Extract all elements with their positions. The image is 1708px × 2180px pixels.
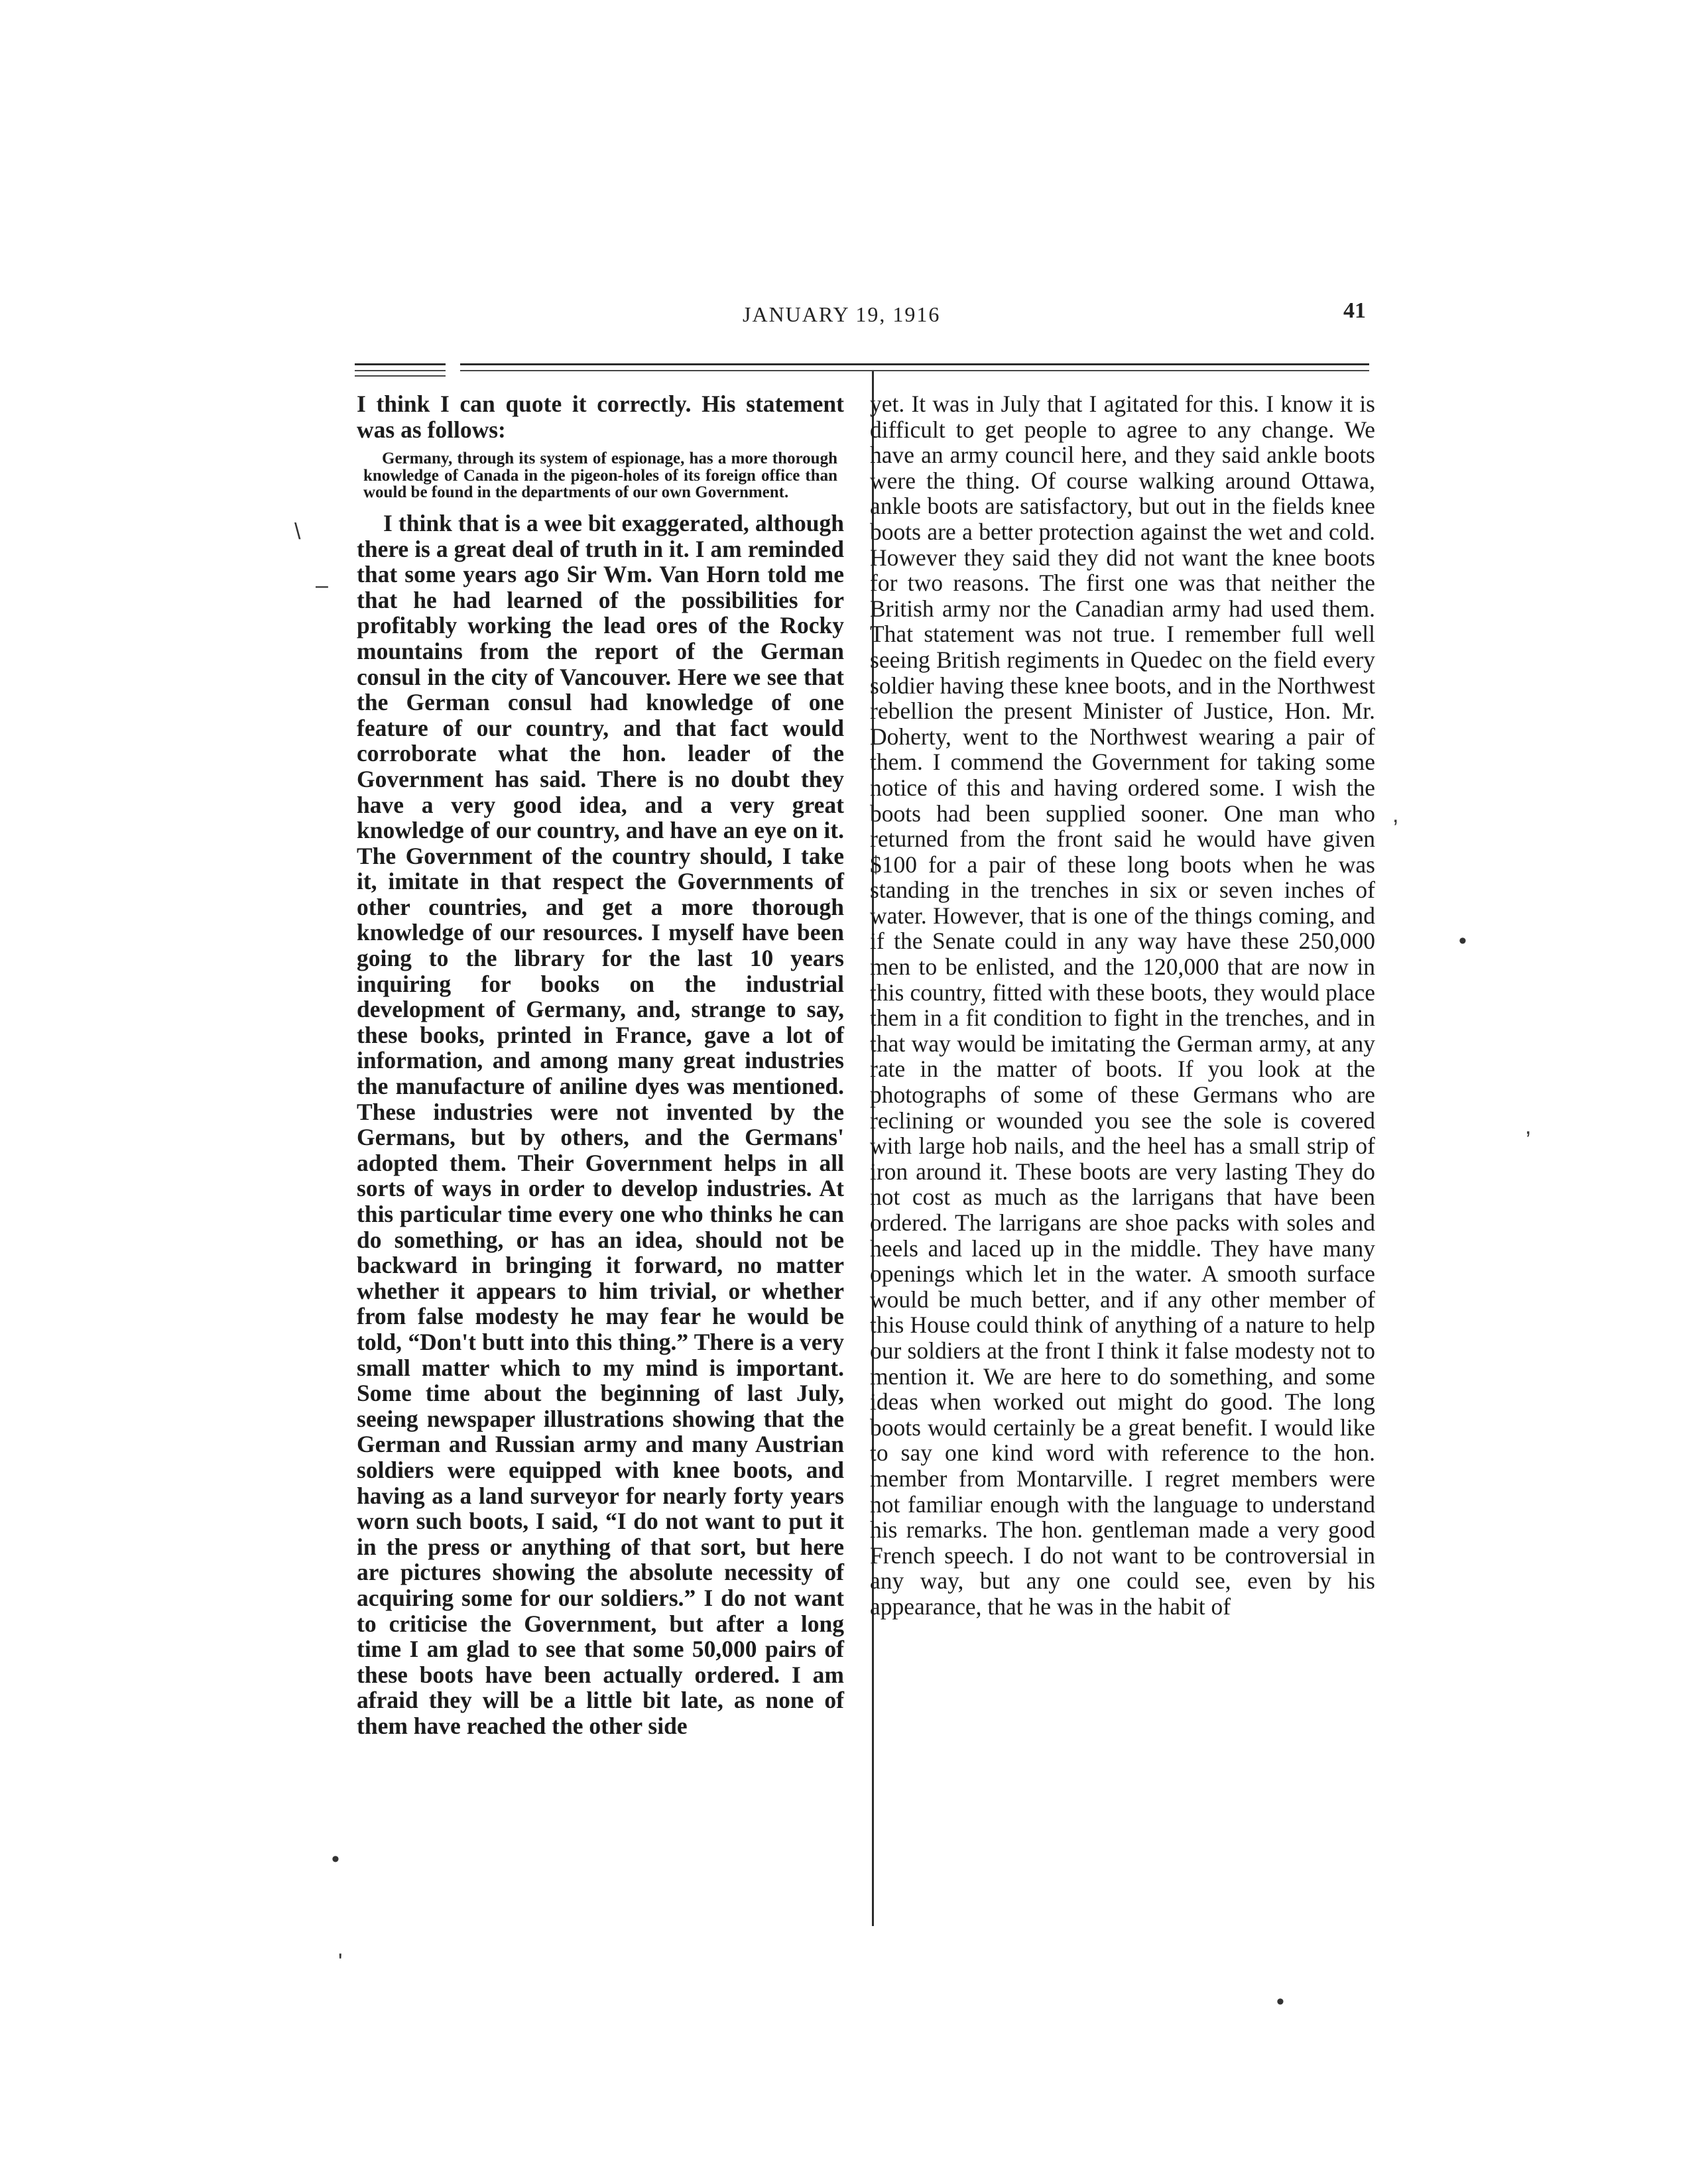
- right-column: [870, 391, 1375, 1620]
- left-column: [357, 391, 844, 1738]
- block-quote: Germany, through its system of espionage, has a more thorough knowledge of Canada in the pigeon-holes of its foreign office than would be found in the departments of our own Government.: [363, 450, 837, 502]
- margin-mark: •: [1459, 928, 1467, 953]
- margin-mark: ,: [1392, 802, 1399, 827]
- margin-mark: •: [332, 1847, 339, 1872]
- header-rule-break: [446, 358, 460, 381]
- page-number: 41: [1343, 298, 1366, 323]
- margin-mark: ,: [1525, 1114, 1532, 1139]
- page-header: [351, 298, 1366, 338]
- right-body-text: yet. It was in July that I agitated for this. I know it is difficult to get people to agree to any change. We have an army council here, and they said ankle boots were the thing. Of course walking around Ottawa, ankle boots are satisfactory, but out in the fields knee boots are a better protection against the wet and cold. However they said they did not want the knee boots for two reasons. The first one was that neither the British army nor the Canadian army had used them. That statement was not true. I remember full well seeing British regiments in Quedec on the field every soldier having these knee boots, and in the Northwest rebellion the present Minister of Justice, Hon. Mr. Doherty, went to the Northwest wearing a pair of them. I commend the Government for taking some notice of this and having ordered some. I wish the boots had been supplied sooner. One man who returned from the front said he would have given $100 for a pair of these long boots when he was standing in the trenches in six or seven inches of water. However, that is one of the things coming, and if the Senate could in any way have these 250,000 men to be enlisted, and the 120,000 that are now in this country, fitted with these boots, they would place them in a fit condition to fight in the trenches, and in that way would be imitating the German army, at any rate in the matter of boots. If you look at the photographs of some of these Germans who are reclining or wounded you see the sole is covered with large hob nails, and the heel has a small strip of iron around it. These boots are very lasting They do not cost as much as the larrigans that have been ordered. The larrigans are shoe packs with soles and heels and laced up in the middle. They have many openings which let in the water. A smooth surface would be much better, and if any other member of this House could think of anything of a nature to help our soldiers at the front I think it false modesty not to mention it. We are here to do something, and some ideas when worked out might do good. The long boots would certainly be a great benefit. I would like to say one kind word with reference to the hon. member from Montarville. I regret members were not familiar enough with the language to understand his remarks. The hon. gentleman made a very good French speech. I do not want to be controversial in any way, but any one could see, even by his appearance, that he was in the habit of: [870, 391, 1375, 1620]
- margin-mark: •: [1276, 1989, 1284, 2014]
- left-body-text: I think that is a wee bit exaggerated, although there is a great deal of truth in it. I am reminded that some years ago Sir Wm. Van Horn told me that he had learned of the possibilities for profitably working the lead ores of the Rocky mountains from the report of the German consul in the city of Vancouver. Here we see that the German consul had knowledge of one feature of our country, and that fact would corroborate what the hon. leader of the Government has said. There is no doubt they have a very good idea, and a very great knowledge of our country, and have an eye on it. The Government of the country should, I take it, imitate in that respect the Governments of other countries, and get a more thorough knowledge of our resources. I myself have been going to the library for the last 10 years inquiring for books on the industrial development of Germany, and, strange to say, these books, printed in France, gave a lot of information, and among many great industries the manufacture of aniline dyes was mentioned. These industries were not invented by the Germans, but by others, and the Germans' adopted them. Their Government helps in all sorts of ways in order to develop industries. At this particular time every one who thinks he can do something, or has an idea, should not be backward in bringing it forward, no matter whether it appears to him trivial, or whether from false modesty he may fear he would be told, “Don't butt into this thing.” There is a very small matter which to my mind is important. Some time about the beginning of last July, seeing newspaper illustrations showing that the German and Russian army and many Austrian soldiers were equipped with knee boots, and having as a land surveyor for nearly forty years worn such boots, I said, “I do not want to put it in the press or anything of that sort, but here are pictures showing the absolute necessity of acquiring some for our soldiers.” I do not want to criticise the Government, but after a long time I am glad to see that some 50,000 pairs of these boots have been actually ordered. I am afraid they will be a little bit late, as none of them have reached the other side: [357, 509, 844, 1739]
- header-date: JANUARY 19, 1916: [743, 302, 941, 326]
- header-rule-accent: [355, 375, 457, 377]
- margin-mark: ': [338, 1949, 343, 1974]
- quote-intro: I think I can quote it correctly. His statement was as follows:: [357, 391, 844, 443]
- margin-mark: –: [316, 573, 328, 598]
- margin-mark: \: [294, 519, 301, 544]
- header-rule-top: [355, 363, 1369, 365]
- header-rule-bottom: [355, 370, 1369, 371]
